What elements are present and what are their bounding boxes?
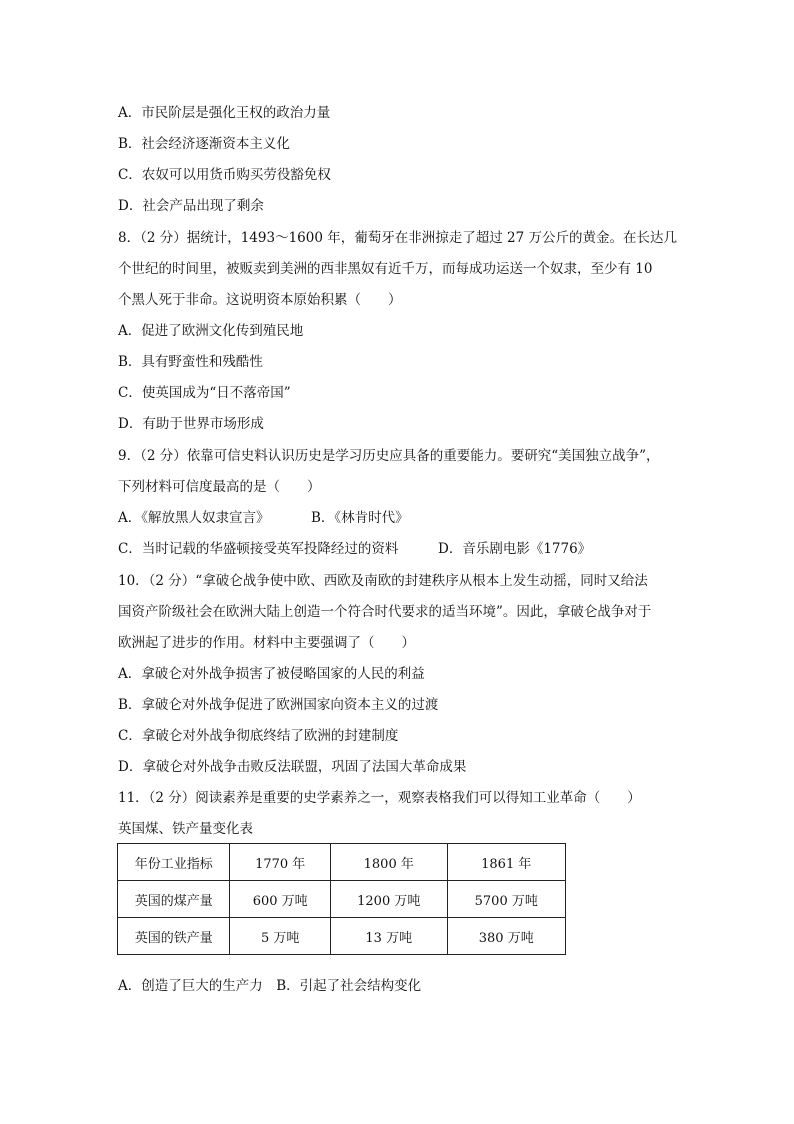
coal-iron-table [117, 843, 566, 955]
table-header-row [118, 844, 566, 881]
q8-option-c: C．使英国成为“日不落帝国” [118, 385, 291, 401]
q9-stem-line-1: 9．（2 分）依靠可信史料认识历史是学习历史应具备的重要能力。要研究“美国独立战争”， [118, 448, 660, 464]
q11-options-line: A．创造了巨大的生产力 B．引起了社会结构变化 [118, 978, 422, 994]
q10-stem-line-1: 10．（2 分）“拿破仑战争使中欧、西欧及南欧的封建秩序从根本上发生动摇，同时又给法 [118, 573, 648, 589]
q11-table-title: 英国煤、铁产量变化表 [118, 821, 253, 837]
table-cell: 13 万吨 [331, 918, 448, 955]
table-header-cell: 1861 年 [447, 844, 566, 881]
table-cell: 380 万吨 [447, 918, 566, 955]
q10-option-d: D．拿破仑对外战争击败反法联盟，巩固了法国大革命成果 [118, 759, 467, 775]
table-header-cell: 1770 年 [230, 844, 331, 881]
table-header-cell: 年份工业指标 [118, 844, 230, 881]
q9-option-a: A．《解放黑人奴隶宣言》 [118, 510, 270, 526]
table-row [118, 918, 566, 955]
table-cell: 5 万吨 [230, 918, 331, 955]
table-cell: 600 万吨 [230, 881, 331, 918]
q9-option-c: C．当时记载的华盛顿接受英军投降经过的资料 [118, 541, 399, 557]
table-cell: 1200 万吨 [331, 881, 448, 918]
q8-stem-line-3: 个黑人死于非命。这说明资本原始积累（ ） [118, 292, 402, 308]
table-row [118, 881, 566, 918]
q9-stem-line-2: 下列材料可信度最高的是（ ） [118, 479, 321, 495]
q10-stem-line-3: 欧洲起了进步的作用。材料中主要强调了（ ） [118, 635, 415, 651]
q7-option-d: D．社会产品出现了剩余 [118, 198, 264, 214]
q8-option-d: D．有助于世界市场形成 [118, 416, 264, 432]
table-cell: 英国的铁产量 [118, 918, 230, 955]
q8-stem-line-1: 8．（2 分）据统计，1493～1600 年，葡萄牙在非洲掠走了超过 27 万公斤的黄金。在长达几 [118, 230, 677, 246]
q11-stem: 11．（2 分）阅读素养是重要的史学素养之一，观察表格我们可以得知工业革命（ ） [118, 790, 641, 806]
q8-option-a: A．促进了欧洲文化传到殖民地 [118, 323, 304, 339]
q9-option-b: B．《林肯时代》 [311, 510, 409, 526]
q7-option-a: A．市民阶层是强化王权的政治力量 [118, 105, 331, 121]
q8-stem-line-2: 个世纪的时间里，被贩卖到美洲的西非黑奴有近千万，而每成功运送一个奴隶，至少有 10 [118, 261, 653, 277]
q10-stem-line-2: 国资产阶级社会在欧洲大陆上创造一个符合时代要求的适当环境”。因此，拿破仑战争对于 [118, 604, 652, 620]
q10-option-b: B．拿破仑对外战争促进了欧洲国家向资本主义的过渡 [118, 697, 439, 713]
q10-option-c: C．拿破仑对外战争彻底终结了欧洲的封建制度 [118, 728, 399, 744]
table-cell: 5700 万吨 [447, 881, 566, 918]
q8-option-b: B．具有野蛮性和残酷性 [118, 354, 263, 370]
q10-option-a: A．拿破仑对外战争损害了被侵略国家的人民的利益 [118, 666, 425, 682]
q9-option-d: D．音乐剧电影《1776》 [438, 541, 592, 557]
table-header-cell: 1800 年 [331, 844, 448, 881]
q7-option-b: B．社会经济逐渐资本主义化 [118, 136, 290, 152]
table-cell: 英国的煤产量 [118, 881, 230, 918]
q7-option-c: C．农奴可以用货币购买劳役豁免权 [118, 167, 331, 183]
